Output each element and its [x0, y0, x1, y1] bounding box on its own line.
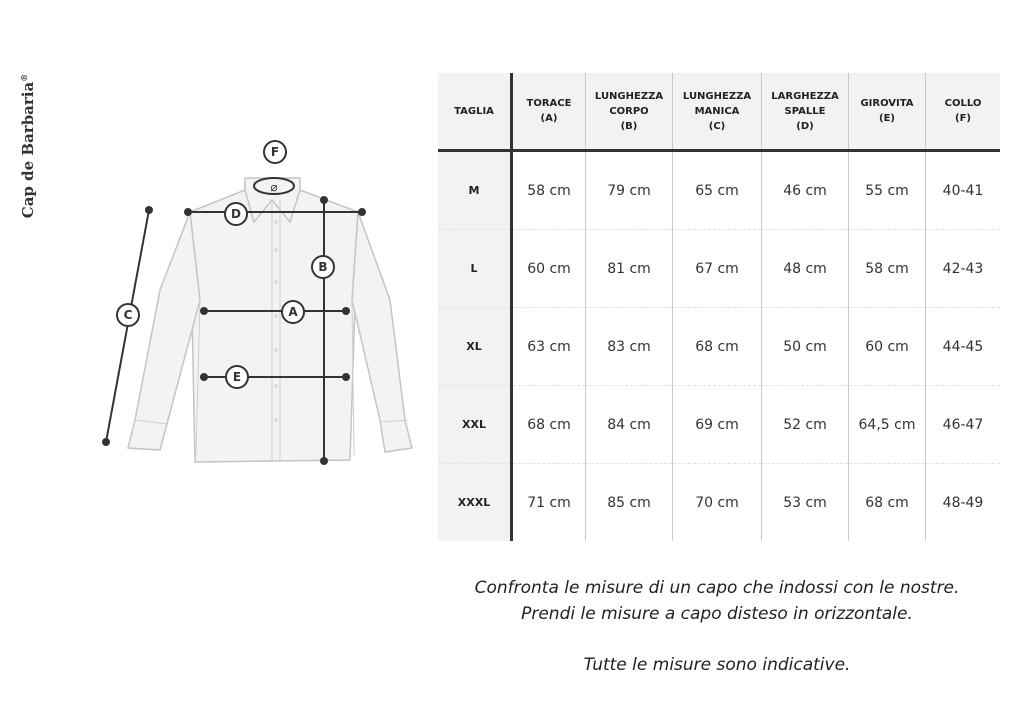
larghezza-spalle-cell: 52 cm — [762, 386, 849, 464]
girovita-cell: 58 cm — [849, 230, 926, 308]
girovita-cell: 60 cm — [849, 308, 926, 386]
lunghezza-corpo-cell: 83 cm — [586, 308, 673, 386]
larghezza-spalle-cell: 53 cm — [762, 464, 849, 542]
size-cell: XL — [438, 308, 512, 386]
girovita-cell: 64,5 cm — [849, 386, 926, 464]
badge-e: E — [232, 370, 242, 384]
size-cell: XXL — [438, 386, 512, 464]
lunghezza-manica-cell: 70 cm — [673, 464, 762, 542]
header-lunghezza-corpo: LUNGHEZZA CORPO (B) — [586, 73, 673, 151]
size-cell: M — [438, 151, 512, 230]
girovita-cell: 68 cm — [849, 464, 926, 542]
collo-cell: 46-47 — [926, 386, 1001, 464]
collo-cell: 40-41 — [926, 151, 1001, 230]
header-larghezza-spalle: LARGHEZZA SPALLE (D) — [762, 73, 849, 151]
torace-cell: 63 cm — [512, 308, 586, 386]
badge-d: D — [231, 207, 241, 221]
torace-cell: 58 cm — [527, 182, 571, 199]
note-indicative: Tutte le misure sono indicative. — [583, 655, 851, 675]
header-girovita: GIROVITA (E) — [849, 73, 926, 151]
brand-logo — [14, 66, 42, 226]
larghezza-spalle-cell: 48 cm — [762, 230, 849, 308]
size-table — [438, 73, 1000, 541]
table-row — [438, 386, 1000, 464]
header-taglia: TAGLIA — [438, 73, 512, 151]
badge-c: C — [123, 308, 133, 322]
brand-name: Cap de Barbaria® — [19, 73, 37, 219]
collo-cell: 48-49 — [926, 464, 1001, 542]
note-compare: Confronta le misure di un capo che indossi con le nostre. — [474, 578, 960, 598]
torace-cell: 60 cm — [512, 230, 586, 308]
header-torace: TORACE (A) — [512, 73, 586, 151]
table-row — [438, 464, 1000, 542]
larghezza-spalle-cell: 50 cm — [762, 308, 849, 386]
larghezza-spalle-cell: 46 cm — [762, 151, 849, 230]
lunghezza-manica-cell: 65 cm — [673, 151, 762, 230]
lunghezza-manica-cell: 69 cm — [673, 386, 762, 464]
badge-b: B — [318, 260, 328, 274]
size-cell: L — [438, 230, 512, 308]
table-row — [438, 308, 1000, 386]
torace-cell: 68 cm — [512, 386, 586, 464]
collo-cell: 42-43 — [926, 230, 1001, 308]
girovita-cell: 55 cm — [849, 151, 926, 230]
badge-a: A — [288, 305, 298, 319]
torace-cell: 71 cm — [512, 464, 586, 542]
lunghezza-corpo-cell: 85 cm — [586, 464, 673, 542]
lunghezza-corpo-cell: 84 cm — [586, 386, 673, 464]
size-cell: XXXL — [438, 464, 512, 542]
lunghezza-manica-cell: 67 cm — [673, 230, 762, 308]
header-lunghezza-manica: LUNGHEZZA MANICA (C) — [673, 73, 762, 151]
header-collo: COLLO (F) — [926, 73, 1001, 151]
collo-cell: 44-45 — [926, 308, 1001, 386]
note-measure-flat: Prendi le misure a capo disteso in orizzontale. — [521, 604, 913, 624]
table-row — [438, 230, 1000, 308]
shirt-diagram — [95, 135, 425, 480]
lunghezza-corpo-cell: 79 cm — [586, 151, 673, 230]
lunghezza-corpo-cell: 81 cm — [586, 230, 673, 308]
lunghezza-manica-cell: 68 cm — [673, 308, 762, 386]
diameter-symbol: ⌀ — [270, 180, 278, 194]
shirt-outline — [128, 178, 412, 462]
badge-f: F — [270, 145, 280, 159]
table-row — [438, 151, 1000, 230]
table-header-row — [438, 73, 1000, 151]
